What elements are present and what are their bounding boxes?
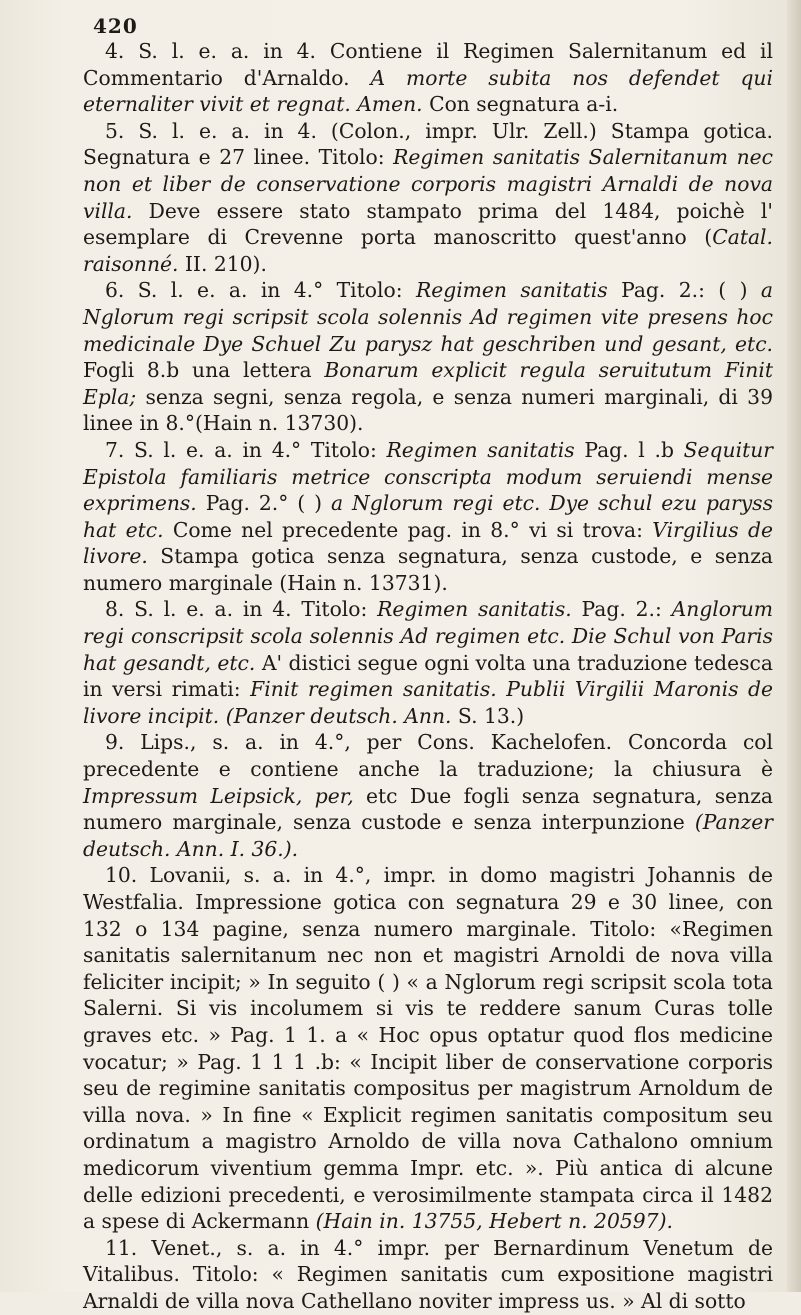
entry-11: 11. Venet., s. a. in 4.° impr. per Bernardinum Venetum de Vitalibus. Titolo: « Regimen sanitatis cum expositione magistri Arnaldi de villa nova Cathellano noviter impress us. » Al di sotto bbox=[83, 1235, 773, 1313]
page-edge bbox=[787, 0, 801, 1292]
entry-4: 4. S. l. e. a. in 4. Contiene il Regimen Salernitanum ed il Commentario d'Arnaldo. A morte subita nos defendet qui eternaliter vivit et regnat. Amen. Con segnatura a-i. bbox=[83, 39, 773, 117]
entry-9: 9. Lips., s. a. in 4.°, per Cons. Kachelofen. Concorda col precedente e contiene anche la traduzione; la chiusura è Impressum Leipsick, per, etc Due fogli senza segnatura, senza numero marginale, senza custode e senza interpunzione (Panzer deutsch. Ann. I. 36.). bbox=[83, 730, 773, 861]
entry-6: 6. S. l. e. a. in 4.° Titolo: Regimen sanitatis Pag. 2.: ( ) a Nglorum regi scripsit scola solennis Ad regimen vite presens hoc medicinale Dye Schuel Zu parysz hat geschriben und gesant, etc. Fogli 8.b una lettera Bonarum explicit regula seruitutum Finit Epla; senza segni, senza regola, e senza numeri marginali, di 39 linee in 8.°(Hain n. 13730). bbox=[83, 278, 773, 436]
entry-5: 5. S. l. e. a. in 4. (Colon., impr. Ulr. Zell.) Stampa gotica. Segnatura e 27 linee. Titolo: Regimen sanitatis Salernitanum nec non et liber de conservatione corporis magistri Arnaldi de nova villa. Deve essere stato stampato prima del 1484, poichè l' esemplare di Crevenne porta manoscritto quest'anno (Catal. raisonné. II. 210). bbox=[83, 118, 773, 276]
entry-10: 10. Lovanii, s. a. in 4.°, impr. in domo magistri Johannis de Westfalia. Impressione gotica con segnatura 29 e 30 linee, con 132 o 134 pagine, senza numero marginale. Titolo: «Regimen sanitatis salernitanum nec non et magistri Arnoldi de nova villa feliciter incipit; » In seguito ( ) « a Nglorum regi scripsit scola tota Salerni. Si vis incolumem si vis te reddere sanum Curas tolle graves etc. » Pag. 1 1. a « Hoc opus optatur quod flos medicine vocatur; » Pag. 1 1 1 .b: « Incipit liber de conservatione corporis seu de regimine sanitatis compositus per magistrum Arnoldum de villa nova. » In fine « Explicit regimen sanitatis compositum seu ordinatum a magistro Arnoldo de villa nova Cathalono omnium medicorum viventium gemma Impr. etc. ». Più antica di alcune delle edizioni precedenti, e verosimilmente stampata circa il 1482 a spese di Ackermann (Hain in. 13755, Hebert n. 20597). bbox=[83, 863, 773, 1234]
page-number: 420 bbox=[93, 14, 138, 38]
entry-8: 8. S. l. e. a. in 4. Titolo: Regimen sanitatis. Pag. 2.: Anglorum regi conscripsit scola solennis Ad regimen etc. Die Schul von Paris hat gesandt, etc. A' distici segue ogni volta una traduzione tedesca in versi rimati: Finit regimen sanitatis. Publii Virgilii Maronis de livore incipit. (Panzer deutsch. Ann. S. 13.) bbox=[83, 597, 774, 728]
entry-7: 7. S. l. e. a. in 4.° Titolo: Regimen sanitatis Pag. l .b Sequitur Epistola familiaris metrice conscripta modum seruiendi mense exprimens. Pag. 2.° ( ) a Nglorum regi etc. Dye schul ezu paryss hat etc. Come nel precedente pag. in 8.° vi si trova: Virgilius de livore. Stampa gotica senza segnatura, senza custode, e senza numero marginale (Hain n. 13731). bbox=[83, 437, 773, 595]
page-body bbox=[83, 38, 773, 1315]
